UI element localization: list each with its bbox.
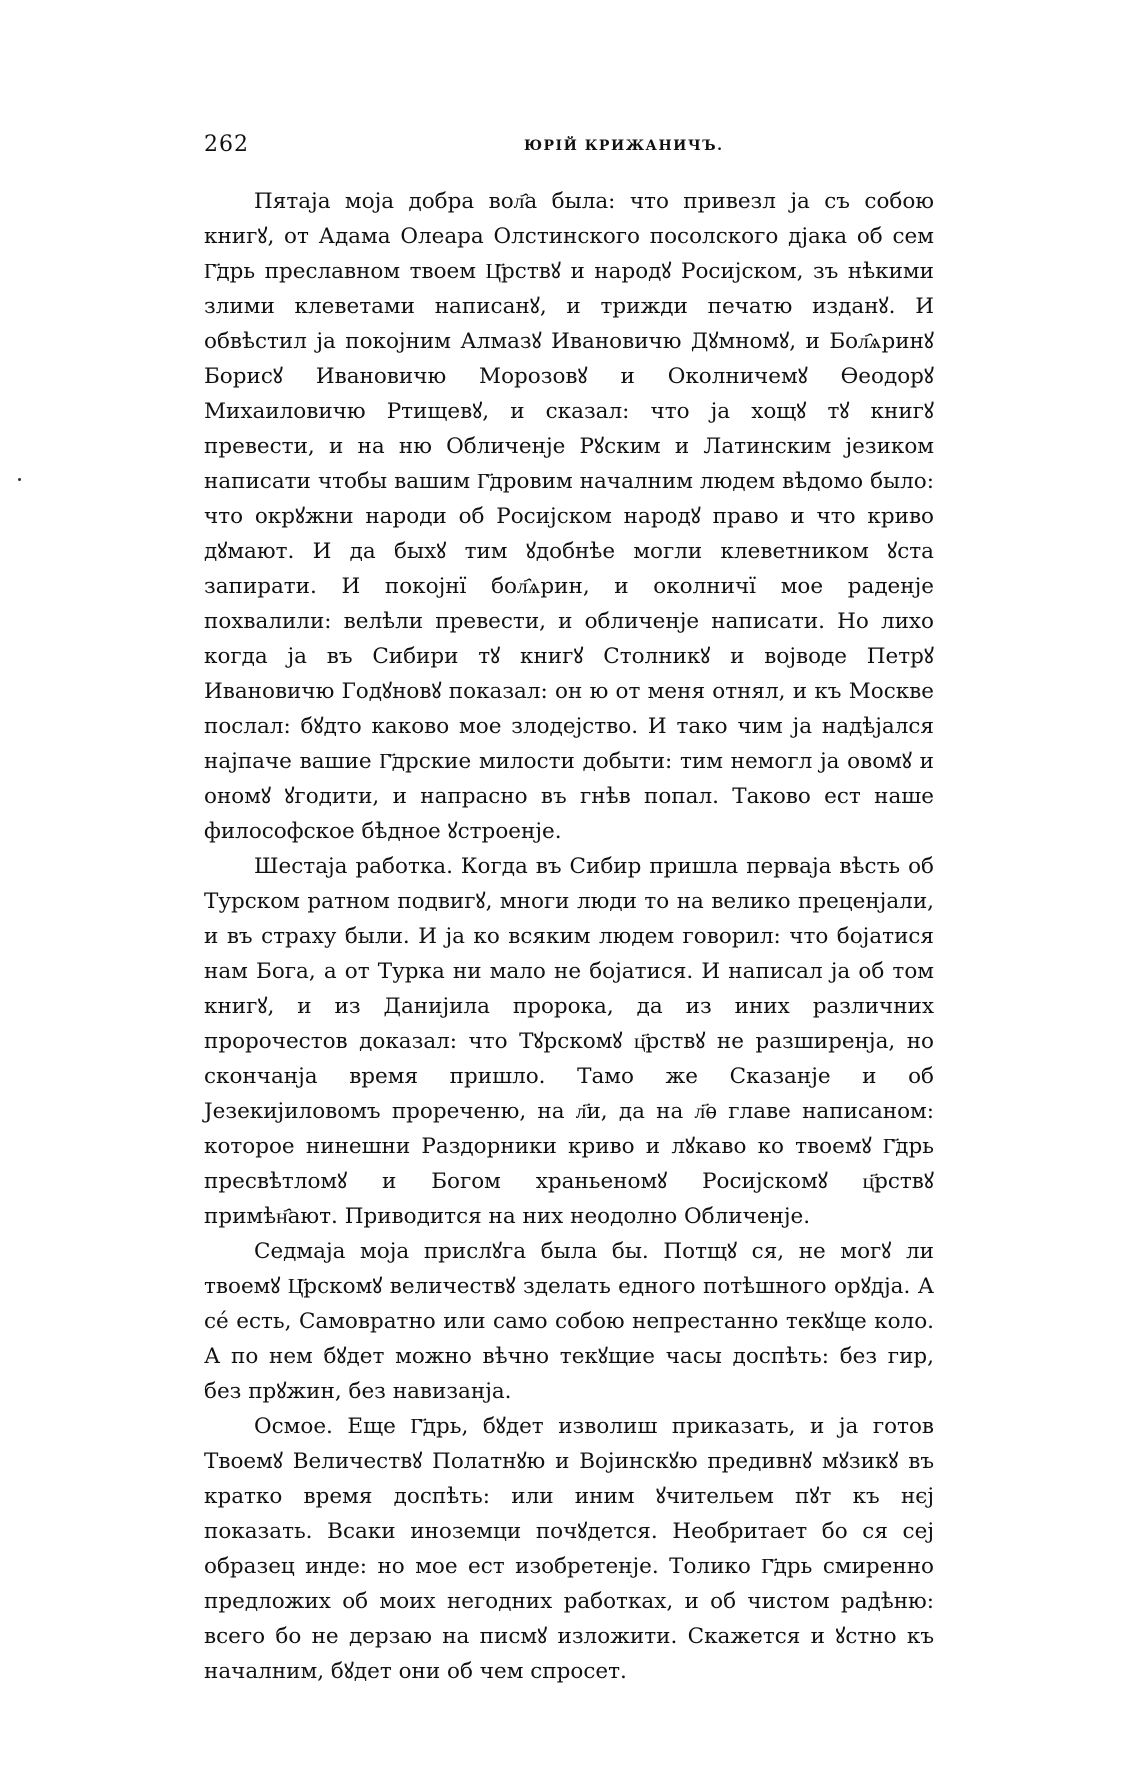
- page-number: 262: [204, 132, 249, 157]
- margin-speck: [18, 478, 21, 481]
- paragraph-4: Осмое. Еще Г҃дрь, бꙋдет изволиш приказать, и ја готов Твоемꙋ Величествꙋ Полатнꙋю и Војинскꙋю предивнꙋ мꙋзикꙋ въ кратко время доспѣть: или иним ꙋчительем пꙋт къ нєј показать. Всаки иноземци почꙋдется. Необритает бо ся сеј образец инде: но мое ест изобретенје. Толико Г҃дрь смиренно предложих об моих негодних работках, и об чистом радѣню: всего бо не дерзаю на писмꙋ изложити. Скажется и ꙋстно къ началним, бꙋдет они об чем спросет.: [204, 1414, 934, 1684]
- paragraph-2: Шестаја работка. Когда въ Сибир пришла перваја вѣсть об Турском ратном подвигꙋ, многи люди то на велико преценјали, и въ страху были. И ја ко всяким людем говорил: что бојатися нам Бога, а от Турка ни мало не бојатися. И написал ја об том книгꙋ, и из Данијила пророка, да из иних различних пророчестов доказал: что Тꙋрскомꙋ ц҃рствꙋ не разширенја, но скончанја время пришло. Тамо же Сказанје и об Језекијиловомъ прореченю, на л҃и, да на л҃ѳ главе написаном: которое нинешни Раздорники криво и лꙋкаво ко твоемꙋ Г҃дрь пресвѣтломꙋ и Богом храньеномꙋ Росијскомꙋ ц҃рствꙋ примѣн҄ают. Приводится на них неодолно Обличенје.: [204, 854, 934, 1229]
- paragraph-1: Пятаја моја добра вол҄а была: что привезл ја съ собою книгꙋ, от Адама Олеара Олстинского посолского дјака об сем Г҃дрь преславном твоем Ц҃рствꙋ и народꙋ Росијском, зъ нѣкими злими клеветами написанꙋ, и трижди печатю изданꙋ. И обвѣстил ја покојним Алмазꙋ Ивановичю Дꙋмномꙋ, и Бол҄ѧринꙋ Борисꙋ Ивановичю Морозовꙋ и Околничемꙋ Ѳеодорꙋ Михаиловичю Ртищевꙋ, и сказал: что ја хощꙋ тꙋ книгꙋ превести, и на ню Обличенје Рꙋским и Латинским језиком написати чтобы вашим Г҃дровим началним людем вѣдомо было: что окрꙋжни народи об Росијском народꙋ право и что криво дꙋмают. И да быхꙋ тим ꙋдобнѣе могли клеветником ꙋста запирати. И покојнї бол҄ѧрин, и околничї мое раденје похвалили: велѣли превести, и обличенје написати. Но лихо когда ја въ Сибири тꙋ книгꙋ Столникꙋ и војводе Петрꙋ Ивановичю Годꙋновꙋ показал: он ю от меня отнял, и къ Москве послал: бꙋдто каково мое злодејство. И тако чим ја надѣјался најпаче вашие Г҃дрские милости добыти: тим немогл ја овомꙋ и ономꙋ ꙋгодити, и напрасно въ гнѣв попал. Таково ест наше философское бѣдное ꙋстроенје.: [204, 189, 934, 844]
- running-title: ЮРІЙ КРИЖАНИЧЪ.: [524, 138, 724, 154]
- document-page: [204, 110, 934, 1689]
- paragraph-3: Седмаја моја прислꙋга была бы. Потщꙋ ся, не могꙋ ли твоемꙋ Ц҃рскомꙋ величествꙋ зделать едного потѣшного орꙋдја. А се́ есть, Самовратно или само собою непрестанно текꙋще коло. А по нем бꙋдет можно вѣчно текꙋщие часы доспѣть: без гир, без прꙋжин, без навизанја.: [204, 1239, 934, 1404]
- running-head: [204, 110, 934, 170]
- body-text: [204, 184, 934, 1689]
